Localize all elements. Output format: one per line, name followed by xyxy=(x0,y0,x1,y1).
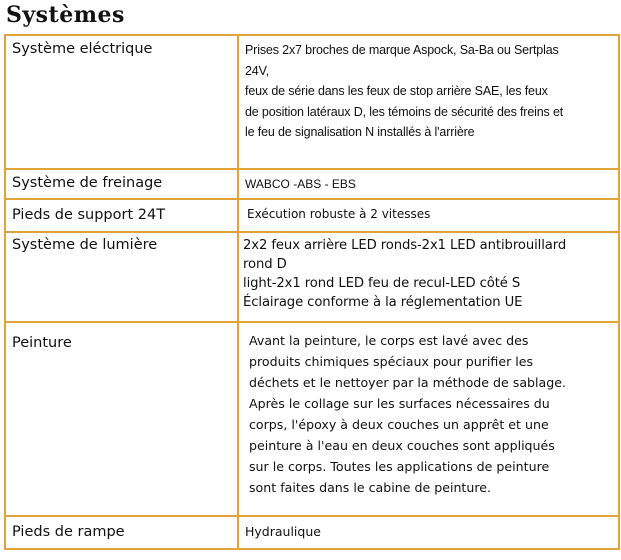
row-value-cell xyxy=(238,199,619,232)
row-label-cell xyxy=(5,199,238,232)
row-label-cell xyxy=(5,35,238,169)
row-label: Pieds de support 24T xyxy=(12,207,166,223)
row-value: Hydraulique xyxy=(245,524,321,539)
row-value: 2x2 feux arrière LED ronds-2x1 LED antibrouillard rond D light-2x1 rond LED feu de recul-LED côté S Éclairage conforme à la réglementation UE xyxy=(243,238,567,310)
table-row xyxy=(5,516,619,549)
row-label-cell xyxy=(5,169,238,199)
table-row xyxy=(5,169,619,199)
specifications-table xyxy=(4,34,620,550)
row-label: Système eléctrique xyxy=(12,41,153,57)
row-label: Pieds de rampe xyxy=(12,524,125,540)
table-row xyxy=(5,199,619,232)
page-title: Systèmes xyxy=(6,2,125,28)
row-label-cell xyxy=(5,232,238,322)
row-value: Avant la peinture, le corps est lavé avec des produits chimiques spéciaux pour purifier les déchets et le nettoyer par la méthode de sablage. Après le collage sur les surfaces nécessaires du corps, l'époxy à deux couches un apprêt et une peinture à l'eau en deux couches sont appliqués sur le corps. Toutes les applications de peinture sont faites dans le cabine de peinture. xyxy=(249,333,567,495)
row-value: WABCO -ABS - EBS xyxy=(245,177,356,191)
row-value-cell xyxy=(238,516,619,549)
row-label-cell xyxy=(5,516,238,549)
row-label: Système de lumière xyxy=(12,237,158,253)
row-value: Exécution robuste à 2 vitesses xyxy=(247,207,431,221)
row-label: Peinture xyxy=(12,335,72,351)
row-value-cell xyxy=(238,322,619,516)
table-row xyxy=(5,232,619,322)
table-row xyxy=(5,35,619,169)
row-value: Prises 2x7 broches de marque Aspock, Sa-Ba ou Sertplas 24V, feux de série dans les feux de stop arrière SAE, les feux de position latéraux D, les témoins de sécurité des freins et le feu de signalisation N installés à l'arrière xyxy=(245,43,564,139)
table-row xyxy=(5,322,619,516)
row-label-cell xyxy=(5,322,238,516)
row-value-cell xyxy=(238,35,619,169)
row-value-cell xyxy=(238,169,619,199)
row-value-cell xyxy=(238,232,619,322)
row-label: Système de freinage xyxy=(12,175,163,191)
